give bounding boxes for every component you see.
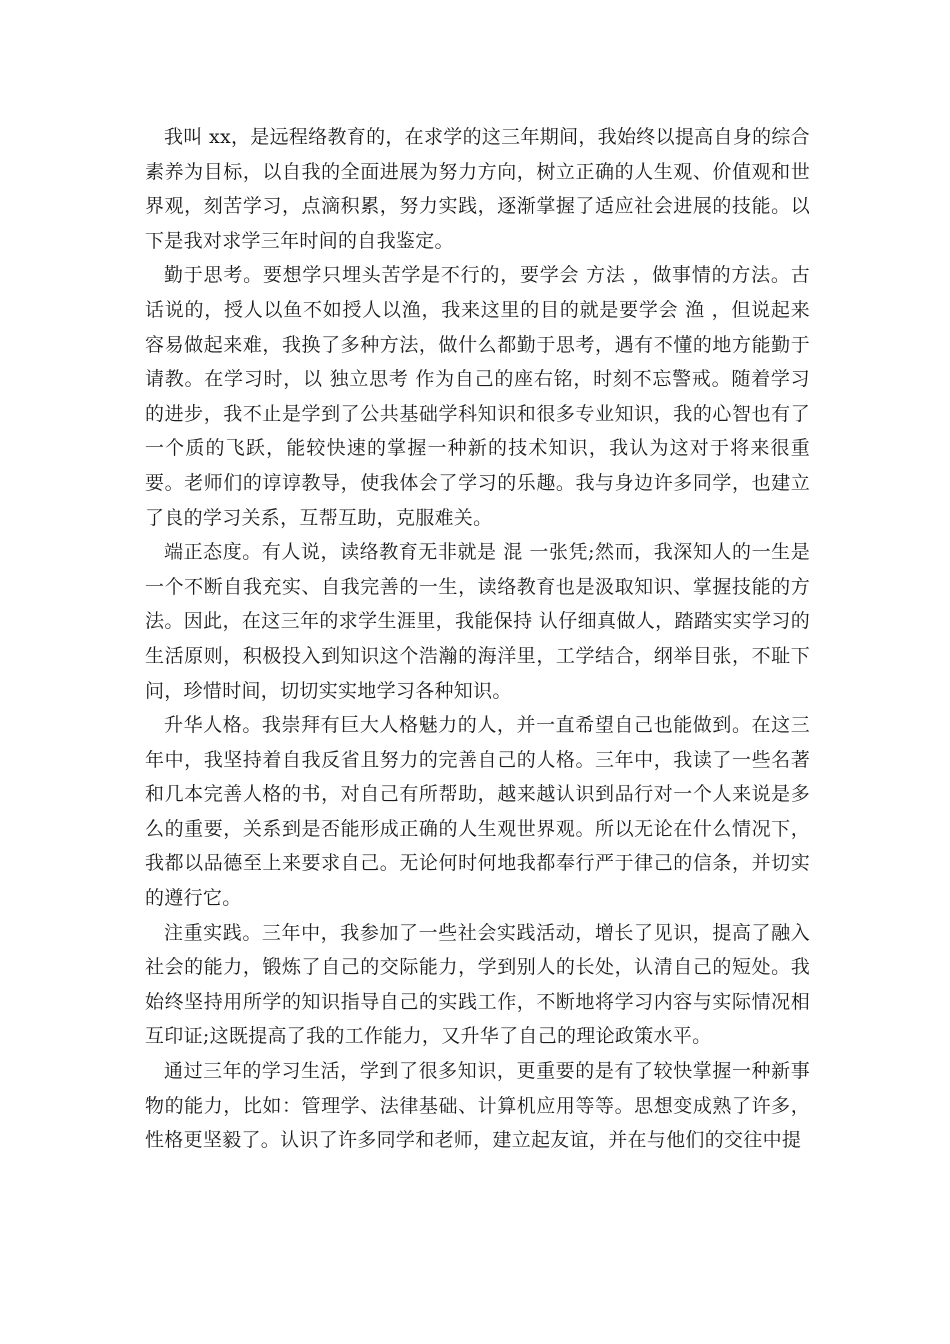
paragraph-emphasize-practice: 注重实践。三年中，我参加了一些社会实践活动，增长了见识，提高了融入社会的能力，锻炼了自己的交际能力，学到别人的长处，认清自己的短处。我始终坚持用所学的知识指导自己的实践工作，不断地将学习内容与实际情况相互印证;这既提高了我的工作能力，又升华了自己的理论政策水平。 <box>145 921 810 1048</box>
paragraph-three-years-summary: 通过三年的学习生活，学到了很多知识，更重要的是有了较快掌握一种新事物的能力，比如：管理学、法律基础、计算机应用等等。思想变成熟了许多，性格更坚毅了。认识了许多同学和老师，建立起友谊，并在与他们的交往中提 <box>145 1060 810 1152</box>
paragraph-introduction: 我叫 xx，是远程络教育的，在求学的这三年期间，我始终以提高自身的综合素养为目标，以自我的全面进展为努力方向，树立正确的人生观、价值观和世界观，刻苦学习，点滴积累，努力实践，逐渐掌握了适应社会进展的技能。以下是我对求学三年时间的自我鉴定。 <box>145 126 810 252</box>
paragraph-correct-attitude: 端正态度。有人说，读络教育无非就是 混 一张凭;然而，我深知人的一生是一个不断自我充实、自我完善的一生，读络教育也是汲取知识、掌握技能的方法。因此，在这三年的求学生涯里，我能保持 认仔细真做人，踏踏实实学习的生活原则，积极投入到知识这个浩瀚的海洋里，工学结合，纲举目张，不耻下问，珍惜时间，切切实实地学习各种知识。 <box>145 541 810 702</box>
paragraph-diligent-thinking: 勤于思考。要想学只埋头苦学是不行的，要学会 方法 ，做事情的方法。古话说的，授人以鱼不如授人以渔，我来这里的目的就是要学会 渔 ，但说起来容易做起来难，我换了多种方法，做什么都勤于思考，遇有不懂的地方能勤于请教。在学习时，以 独立思考 作为自己的座右铭，时刻不忘警戒。随着学习的进步，我不止是学到了公共基础学科知识和很多专业知识，我的心智也有了一个质的飞跃，能较快速的掌握一种新的技术知识，我认为这对于将来很重要。老师们的谆谆教导，使我体会了学习的乐趣。我与身边许多同学，也建立了良的学习关系，互帮互助，克服难关。 <box>145 264 810 529</box>
paragraph-sublimate-personality: 升华人格。我崇拜有巨大人格魅力的人，并一直希望自己也能做到。在这三年中，我坚持着自我反省且努力的完善自己的人格。三年中，我读了一些名著和几本完善人格的书，对自己有所帮助，越来越认识到品行对一个人来说是多么的重要，关系到是否能形成正确的人生观世界观。所以无论在什么情况下，我都以品德至上来要求自己。无论何时何地我都奉行严于律己的信条，并切实的遵行它。 <box>145 714 810 910</box>
document-body <box>145 120 810 1158</box>
